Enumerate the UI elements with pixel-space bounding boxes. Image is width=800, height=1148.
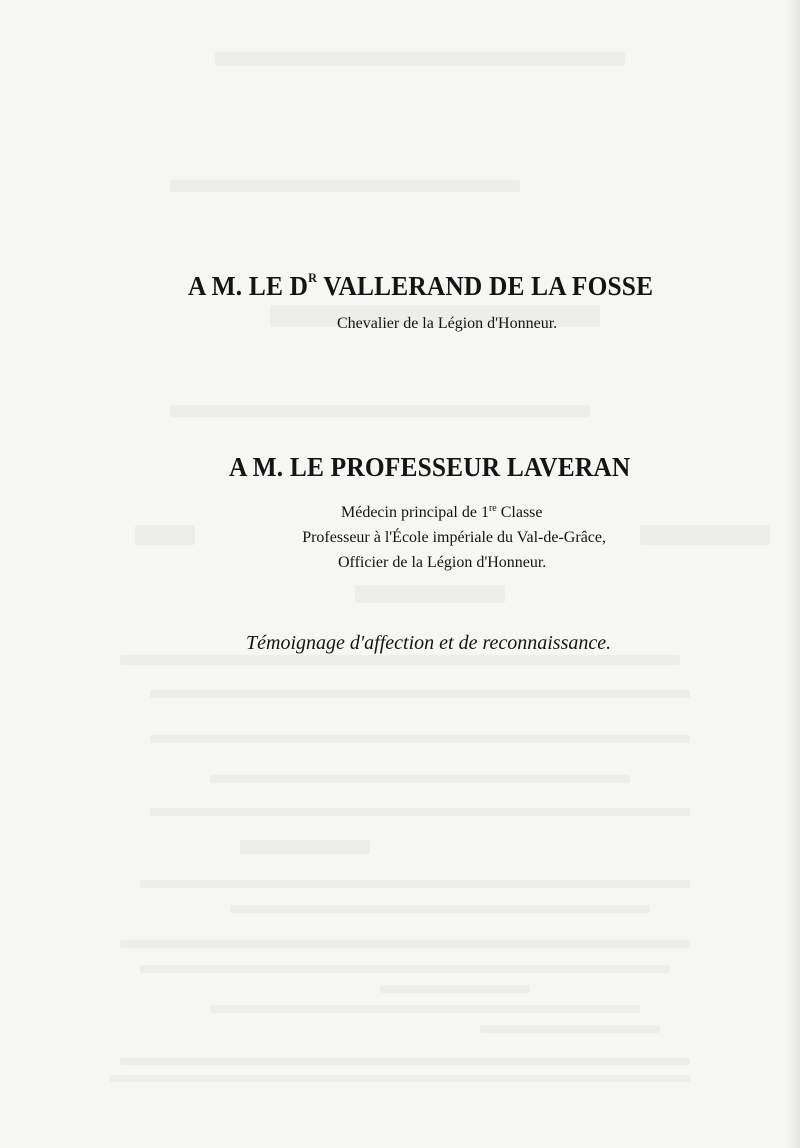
show-through-band xyxy=(210,1005,640,1013)
tribute-line: Témoignage d'affection et de reconnaissance. xyxy=(246,632,612,654)
dedication-2-line-1-suffix: Classe xyxy=(496,504,543,521)
page-edge xyxy=(786,0,800,1148)
show-through-band xyxy=(210,775,630,783)
dedication-1-title-sup: R xyxy=(308,270,318,285)
show-through-band xyxy=(170,405,590,417)
show-through-band xyxy=(240,840,370,854)
show-through-band xyxy=(230,905,650,913)
show-through-band xyxy=(135,525,195,545)
show-through-band xyxy=(215,52,625,66)
show-through-band xyxy=(355,585,505,603)
dedication-1-title xyxy=(188,270,653,302)
dedication-2-line-3: Officier de la Légion d'Honneur. xyxy=(338,554,547,571)
show-through-band xyxy=(150,690,690,698)
dedication-2-details xyxy=(286,496,606,575)
show-through-band xyxy=(140,880,690,888)
show-through-band xyxy=(140,965,670,973)
show-through-band xyxy=(380,985,530,993)
dedication-1-title-suffix: VALLERAND DE LA FOSSE xyxy=(317,271,654,301)
show-through-band xyxy=(480,1025,660,1033)
dedication-2-line-1 xyxy=(286,496,606,525)
show-through-band xyxy=(120,940,690,948)
show-through-band xyxy=(110,1075,690,1082)
dedication-1-subtitle: Chevalier de la Légion d'Honneur. xyxy=(337,315,558,332)
show-through-band xyxy=(150,808,690,816)
show-through-band xyxy=(170,180,520,192)
show-through-band xyxy=(120,655,680,665)
dedication-2-line-1-prefix: Médecin principal de 1 xyxy=(341,504,489,521)
dedication-2-line-1-sup: re xyxy=(488,503,497,514)
show-through-band xyxy=(640,525,770,545)
dedication-2-title: A M. LE PROFESSEUR LAVERAN xyxy=(229,452,631,482)
show-through-band xyxy=(120,1058,690,1065)
dedication-1-title-prefix: A M. LE D xyxy=(188,271,309,301)
show-through-band xyxy=(150,735,690,743)
dedication-2-line-2: Professeur à l'École impériale du Val-de-Grâce, xyxy=(302,529,606,546)
